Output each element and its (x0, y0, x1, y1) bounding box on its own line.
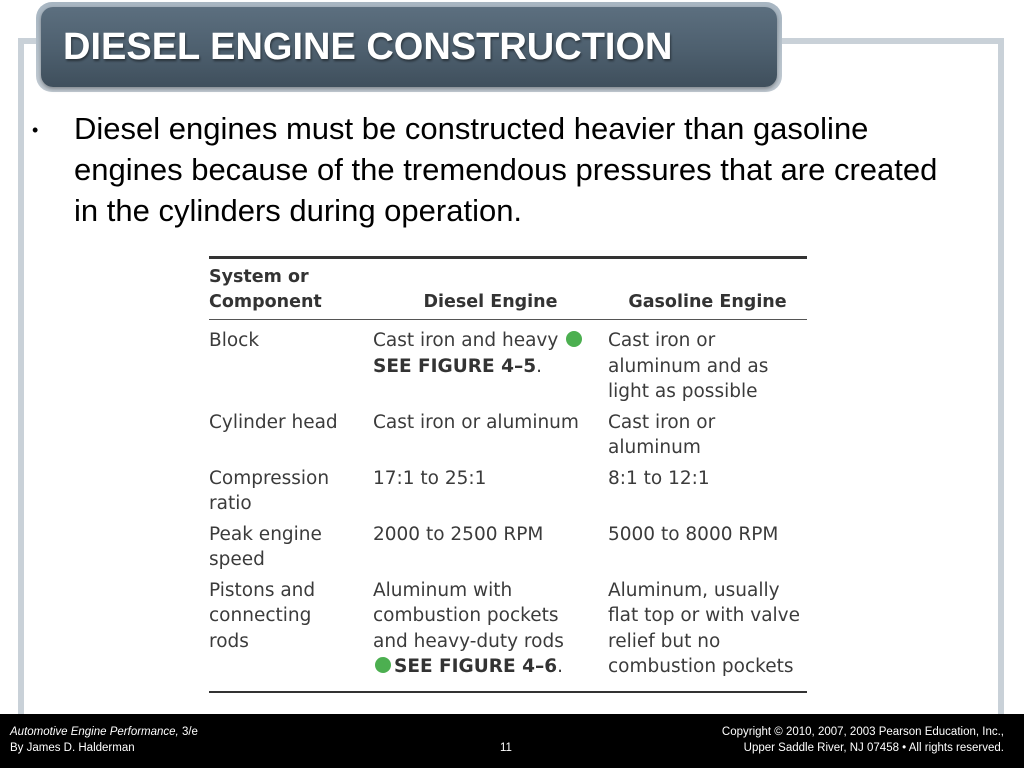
header-component-line2: Component (209, 292, 322, 312)
header-gasoline: Gasoline Engine (628, 292, 787, 312)
cell-diesel (373, 328, 608, 410)
cell-diesel-text: Cast iron and heavy (373, 330, 559, 351)
table-row (209, 522, 807, 578)
table-row (209, 320, 807, 410)
bullet-icon: • (32, 120, 39, 140)
header-component-line1: System or (209, 267, 309, 287)
bullet-text: Diesel engines must be constructed heavier than gasoline engines because of the tremendous pressures that are created in the cylinders during operation. (74, 111, 938, 228)
footer-edition: 3/e (178, 726, 198, 738)
cell-gasoline: Aluminum, usually flat top or with valve relief but no combustion pockets (608, 579, 801, 677)
slide-title: DIESEL ENGINE CONSTRUCTION (63, 25, 673, 68)
cell-gasoline: Cast iron or aluminum and as light as possible (608, 330, 769, 402)
cell-diesel: 2000 to 2500 RPM (373, 523, 544, 545)
copyright-line2: Upper Saddle River, NJ 07458 • All rights reserved. (743, 742, 1004, 754)
cell-gasoline: 5000 to 8000 RPM (608, 523, 779, 545)
cell-component: Compression ratio (209, 467, 330, 514)
footer-book-info (10, 724, 198, 756)
table-bottom-rule (209, 691, 807, 693)
cell-gasoline: Cast iron or aluminum (608, 411, 716, 458)
footer-copyright (722, 724, 1004, 756)
title-bar (36, 2, 782, 92)
table-row (209, 410, 807, 466)
title-panel (41, 7, 777, 87)
figure-reference-dot-icon (375, 657, 391, 673)
cell-component: Block (209, 330, 260, 351)
header-component (209, 265, 373, 315)
footer-bar (0, 714, 1024, 768)
table-row (209, 578, 807, 685)
footer-author: By James D. Halderman (10, 742, 135, 754)
cell-diesel (373, 578, 608, 685)
cell-diesel: 17:1 to 25:1 (373, 467, 487, 489)
figure-reference-dot-icon (566, 331, 582, 347)
cell-diesel-text: Aluminum with combustion pockets and heavy-duty rods (373, 579, 564, 652)
cell-diesel-period: . (557, 656, 563, 677)
table-header-row (209, 259, 807, 319)
cell-component: Pistons and connecting rods (209, 579, 316, 652)
cell-gasoline: 8:1 to 12:1 (608, 467, 710, 489)
cell-component: Cylinder head (209, 411, 338, 433)
cell-diesel-period: . (536, 355, 542, 377)
cell-component: Peak engine speed (209, 523, 322, 570)
footer-book-title: Automotive Engine Performance, (10, 726, 179, 738)
table-row (209, 466, 807, 522)
bullet-item (30, 108, 970, 231)
copyright-line1: Copyright © 2010, 2007, 2003 Pearson Education, Inc., (721, 726, 1004, 738)
header-diesel: Diesel Engine (423, 292, 558, 312)
figure-reference-link[interactable]: SEE FIGURE 4–5 (373, 355, 537, 377)
cell-diesel: Cast iron or aluminum (373, 411, 579, 433)
page-number: 11 (500, 742, 512, 754)
figure-reference-link[interactable]: SEE FIGURE 4–6 (394, 656, 558, 677)
comparison-table (209, 256, 807, 693)
